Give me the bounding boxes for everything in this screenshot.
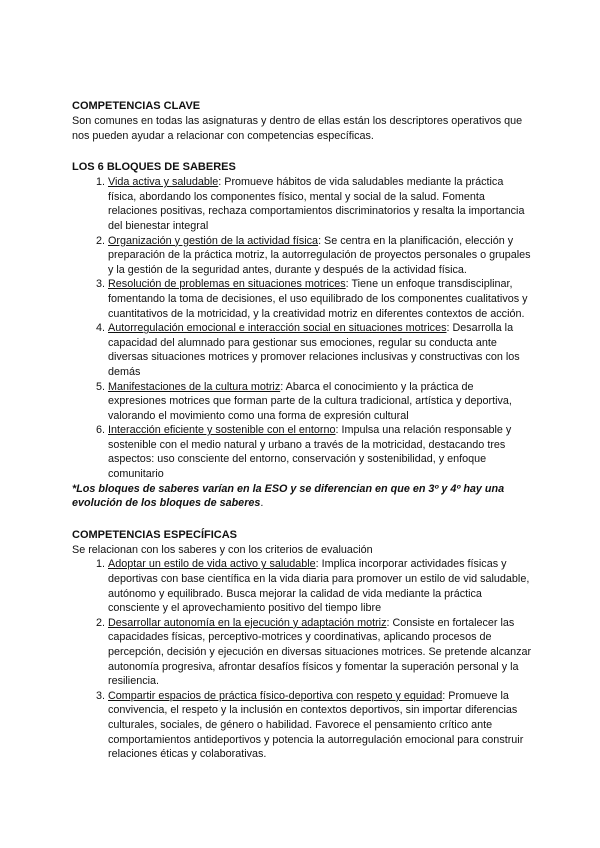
list-item xyxy=(108,277,532,321)
list-item xyxy=(108,321,532,379)
competencia-text: : Consiste en fortalecer las capacidades físicas, perceptivo-motrices y coordinativas, aplicando procesos de percepción, decisión y ejecución en diversas situaciones motrices. Se pretende alcanzar autonomía progresiva, afrontar desafíos físicos y fomentar la superación personal y la resiliencia. xyxy=(108,616,532,688)
competencias-clave-heading: COMPETENCIAS CLAVE xyxy=(72,100,201,112)
competencia-title: Compartir espacios de práctica físico-deportiva con respeto y equidad xyxy=(108,689,443,702)
competencias-especificas-list xyxy=(72,557,532,761)
list-item xyxy=(108,175,532,233)
competencia-title: Adoptar un estilo de vida activo y saludable xyxy=(108,558,316,571)
bloque-title: Resolución de problemas en situaciones motrices xyxy=(108,278,346,291)
competencia-title: Desarrollar autonomía en la ejecución y adaptación motriz xyxy=(108,616,387,629)
bloque-title: Autorregulación emocional e interacción social en situaciones motrices xyxy=(108,322,447,335)
competencia-text: : Implica incorporar actividades físicas y deportivas con base científica en la vida diaria para promover un estilo de vid saludable, autónomo y equilibrado. Busca mejorar la calidad de vida mediante la práctica consciente y el aprovechamiento positivo del tiempo libre xyxy=(108,558,530,615)
bloque-title: Manifestaciones de la cultura motriz xyxy=(108,380,281,393)
bloque-text: : Tiene un enfoque transdisciplinar, fomentando la toma de decisiones, el uso equilibrado de los componentes cualitativos y cuantitativos de la motricidad, y la creatividad motriz en diferentes contextos de acción. xyxy=(108,278,528,320)
list-item xyxy=(108,234,532,278)
bloques-list xyxy=(72,175,532,481)
bloque-title: Organización y gestión de la actividad física xyxy=(108,234,319,247)
bloques-note xyxy=(72,482,532,511)
competencias-clave-text: Son comunes en todas las asignaturas y dentro de ellas están los descriptores operativos que nos pueden ayudar a relacionar con competencias específicas. xyxy=(72,115,523,142)
document-content xyxy=(72,99,532,762)
competencias-especificas-text: Se relacionan con los saberes y con los criterios de evaluación xyxy=(72,543,373,556)
bloque-text: : Abarca el conocimiento y la práctica de expresiones motrices que forman parte de la cultura tradicional, artística y deportiva, valorando el movimiento como una forma de expresión cultural xyxy=(108,380,512,422)
bloque-title: Vida activa y saludable xyxy=(108,176,219,189)
bloque-text: : Promueve hábitos de vida saludables mediante la práctica física, abordando los componentes físico, mental y social de la salud. Fomenta relaciones positivas, rechaza comportamientos discriminatorios y resalta la importancia del bienestar integral xyxy=(108,176,525,232)
competencia-text: : Promueve la convivencia, el respeto y la inclusión en contextos deportivos, sin importar diferencias culturales, sociales, de género o habilidad. Favorece el pensamiento crítico ante comportamientos antideportivos y potencia la autorregulación emocional para construir relaciones éticas y colaborativas. xyxy=(108,689,524,761)
list-item xyxy=(108,423,532,481)
bloque-text: : Desarrolla la capacidad del alumnado para gestionar sus emociones, regular su conducta ante diversas situaciones motrices y promover relaciones inclusivas y constructivas con los demás xyxy=(108,322,520,378)
bloques-heading: LOS 6 BLOQUES DE SABERES xyxy=(72,161,236,174)
bloque-text: : Impulsa una relación responsable y sostenible con el medio natural y urbano a través de la motricidad, destacando tres aspectos: uso consciente del entorno, conservación y sostenibilidad, y enfoque comunitario xyxy=(108,424,512,481)
bloques-note-text: *Los bloques de saberes varían en la ESO y se diferencian en que en 3º y 4º hay una evolución de los bloques de saberes xyxy=(72,482,505,510)
bloque-text: : Se centra en la planificación, elección y preparación de la práctica motriz, la autorregulación de proyectos personales o grupales y la gestión de la seguridad antes, durante y después de la actividad física. xyxy=(108,234,531,276)
list-item xyxy=(108,616,532,689)
list-item xyxy=(108,689,532,762)
competencias-especificas-heading: COMPETENCIAS ESPECÍFICAS xyxy=(72,528,238,541)
bloques-note-end: . xyxy=(260,497,264,510)
bloque-title: Interacción eficiente y sostenible con el entorno xyxy=(108,424,336,437)
list-item xyxy=(108,380,532,424)
list-item xyxy=(108,557,532,615)
